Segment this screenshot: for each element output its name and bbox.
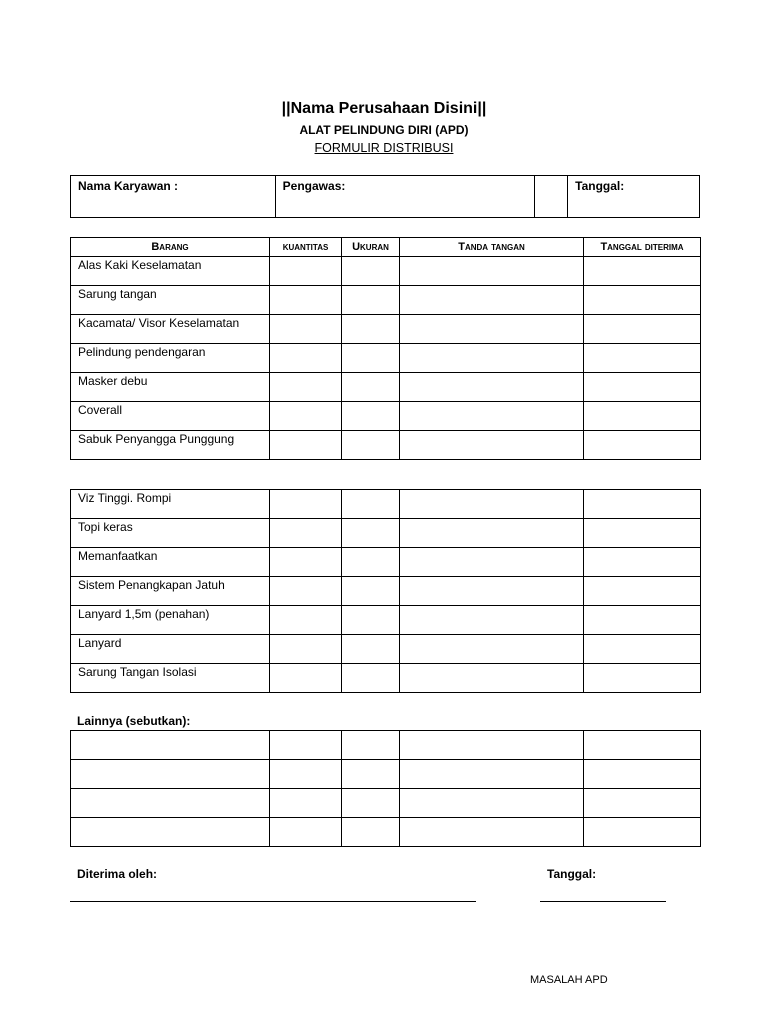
item-cell: Alas Kaki Keselamatan (71, 257, 270, 286)
ppe-table-2-body (71, 490, 701, 693)
item-cell[interactable] (71, 760, 270, 789)
date-label: Tanggal: (575, 179, 625, 193)
signature-cell[interactable] (400, 431, 584, 460)
table-row (71, 664, 701, 693)
signature-cell[interactable] (400, 402, 584, 431)
date-received-cell[interactable] (584, 373, 701, 402)
size-cell[interactable] (342, 373, 400, 402)
date-received-cell[interactable] (584, 344, 701, 373)
date-received-cell[interactable] (584, 818, 701, 847)
signature-cell[interactable] (400, 606, 584, 635)
quantity-cell[interactable] (270, 286, 342, 315)
size-cell[interactable] (342, 606, 400, 635)
table-row (71, 577, 701, 606)
signature-cell[interactable] (400, 548, 584, 577)
table-row (71, 818, 701, 847)
col-header-signature: Tanda tangan (400, 238, 584, 257)
signature-cell[interactable] (400, 789, 584, 818)
signature-cell[interactable] (400, 664, 584, 693)
item-cell: Masker debu (71, 373, 270, 402)
col-header-item: Barang (71, 238, 270, 257)
item-cell: Lanyard 1,5m (penahan) (71, 606, 270, 635)
table-row (71, 315, 701, 344)
size-cell[interactable] (342, 344, 400, 373)
quantity-cell[interactable] (270, 344, 342, 373)
col-header-size: Ukuran (342, 238, 400, 257)
signature-cell[interactable] (400, 257, 584, 286)
signature-cell[interactable] (400, 577, 584, 606)
table-row (71, 760, 701, 789)
item-cell[interactable] (71, 818, 270, 847)
signature-cell[interactable] (400, 344, 584, 373)
table-row (71, 373, 701, 402)
date-received-cell[interactable] (584, 606, 701, 635)
date-received-cell[interactable] (584, 490, 701, 519)
info-blank-cell[interactable] (535, 176, 568, 218)
supervisor-label: Pengawas: (282, 179, 346, 193)
col-header-date-received: Tanggal diterima (584, 238, 701, 257)
size-cell[interactable] (342, 519, 400, 548)
signature-cell[interactable] (400, 818, 584, 847)
quantity-cell[interactable] (270, 789, 342, 818)
ppe-table-1-body (71, 257, 701, 460)
item-cell: Memanfaatkan (71, 548, 270, 577)
date-received-cell[interactable] (584, 431, 701, 460)
employee-name-field[interactable] (71, 176, 276, 218)
ppe-table-2 (70, 489, 701, 693)
quantity-cell[interactable] (270, 818, 342, 847)
table-row (71, 402, 701, 431)
document-subtitle: ALAT PELINDUNG DIRI (APD) (299, 123, 469, 137)
info-table (70, 175, 700, 218)
signature-cell[interactable] (400, 731, 584, 760)
table-row (71, 789, 701, 818)
size-cell[interactable] (342, 315, 400, 344)
size-cell[interactable] (342, 286, 400, 315)
quantity-cell[interactable] (270, 760, 342, 789)
item-cell: Kacamata/ Visor Keselamatan (71, 315, 270, 344)
quantity-cell[interactable] (270, 548, 342, 577)
size-cell[interactable] (342, 257, 400, 286)
item-cell: Sarung Tangan Isolasi (71, 664, 270, 693)
item-cell: Topi keras (71, 519, 270, 548)
date-received-cell[interactable] (584, 789, 701, 818)
quantity-cell[interactable] (270, 257, 342, 286)
item-cell[interactable] (71, 731, 270, 760)
size-cell[interactable] (342, 789, 400, 818)
date-received-cell[interactable] (584, 257, 701, 286)
table-row (71, 490, 701, 519)
date-field[interactable] (568, 176, 700, 218)
item-cell: Viz Tinggi. Rompi (71, 490, 270, 519)
date-received-cell[interactable] (584, 315, 701, 344)
date-received-cell[interactable] (584, 760, 701, 789)
signature-cell[interactable] (400, 315, 584, 344)
quantity-cell[interactable] (270, 577, 342, 606)
item-cell: Lanyard (71, 635, 270, 664)
other-items-body (71, 731, 701, 847)
col-header-quantity: kuantitas (270, 238, 342, 257)
footer-note: MASALAH APD (530, 974, 608, 986)
item-cell: Pelindung pendengaran (71, 344, 270, 373)
date-received-cell[interactable] (584, 664, 701, 693)
signature-cell[interactable] (400, 286, 584, 315)
quantity-cell[interactable] (270, 664, 342, 693)
date-received-cell[interactable] (584, 577, 701, 606)
size-cell[interactable] (342, 760, 400, 789)
signature-cell[interactable] (400, 760, 584, 789)
size-cell[interactable] (342, 402, 400, 431)
quantity-cell[interactable] (270, 315, 342, 344)
table-row (71, 519, 701, 548)
signature-cell[interactable] (400, 490, 584, 519)
size-cell[interactable] (342, 577, 400, 606)
quantity-cell[interactable] (270, 431, 342, 460)
quantity-cell[interactable] (270, 635, 342, 664)
quantity-cell[interactable] (270, 731, 342, 760)
signature-cell[interactable] (400, 373, 584, 402)
employee-name-label: Nama Karyawan : (78, 179, 179, 193)
date-received-cell[interactable] (584, 286, 701, 315)
quantity-cell[interactable] (270, 402, 342, 431)
ppe-table-1 (70, 237, 701, 460)
table-row (71, 344, 701, 373)
supervisor-field[interactable] (275, 176, 535, 218)
table-row (71, 431, 701, 460)
item-cell[interactable] (71, 789, 270, 818)
table-row (71, 606, 701, 635)
form-name (0, 141, 768, 155)
signature-cell[interactable] (400, 635, 584, 664)
size-cell[interactable] (342, 664, 400, 693)
item-cell: Coverall (71, 402, 270, 431)
company-name: ||Nama Perusahaan Disini|| (281, 100, 487, 117)
quantity-cell[interactable] (270, 519, 342, 548)
table-row (71, 635, 701, 664)
item-cell: Sarung tangan (71, 286, 270, 315)
item-cell: Sistem Penangkapan Jatuh (71, 577, 270, 606)
table-row (71, 548, 701, 577)
form-name-text: FORMULIR DISTRIBUSI (314, 141, 454, 155)
other-items-label: Lainnya (sebutkan): (77, 714, 191, 728)
date-received-cell[interactable] (584, 635, 701, 664)
size-cell[interactable] (342, 731, 400, 760)
quantity-cell[interactable] (270, 490, 342, 519)
received-by-label: Diterima oleh: (77, 867, 158, 881)
size-cell[interactable] (342, 635, 400, 664)
size-cell[interactable] (342, 548, 400, 577)
quantity-cell[interactable] (270, 606, 342, 635)
size-cell[interactable] (342, 431, 400, 460)
footer-date-line[interactable] (540, 901, 666, 902)
signature-cell[interactable] (400, 519, 584, 548)
table-row (71, 731, 701, 760)
quantity-cell[interactable] (270, 373, 342, 402)
table-row (71, 257, 701, 286)
size-cell[interactable] (342, 818, 400, 847)
item-cell: Sabuk Penyangga Punggung (71, 431, 270, 460)
other-items-table (70, 730, 701, 847)
date-received-cell[interactable] (584, 548, 701, 577)
date-received-cell[interactable] (584, 731, 701, 760)
received-by-signature-line[interactable] (70, 901, 476, 902)
date-received-cell[interactable] (584, 519, 701, 548)
date-received-cell[interactable] (584, 402, 701, 431)
footer-date-label: Tanggal: (547, 867, 597, 881)
table-row (71, 286, 701, 315)
size-cell[interactable] (342, 490, 400, 519)
